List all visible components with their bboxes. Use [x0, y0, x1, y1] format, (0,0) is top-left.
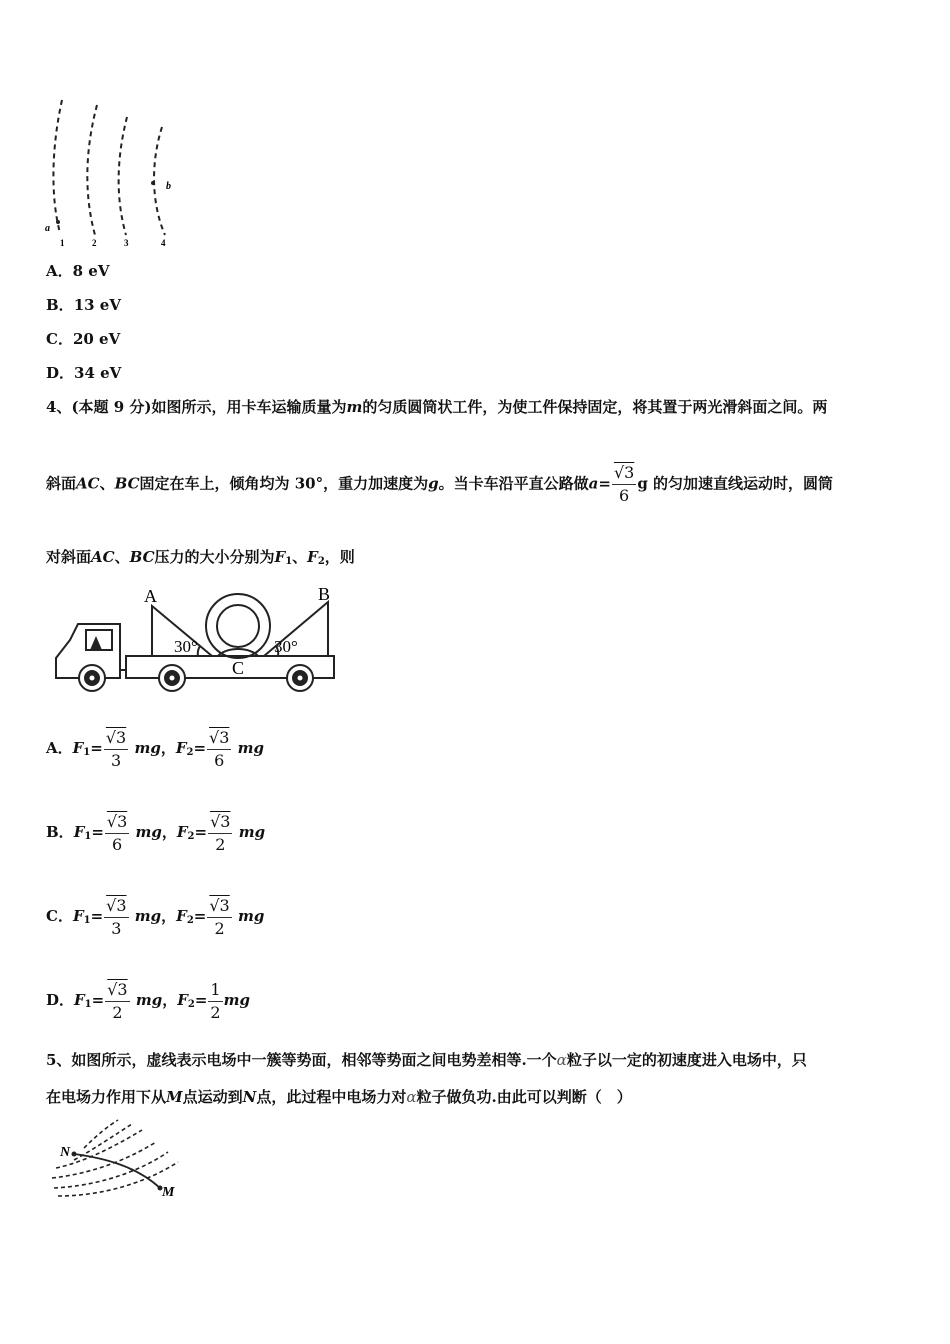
q4-option-d: D．$F_1=$ $\frac{√3}{2}$ mg，$F_2=$ $\frac{1}{2}$ mg: [46, 979, 250, 1022]
label-A: A: [144, 586, 157, 606]
wheel-middle: [159, 665, 185, 691]
label-line-1: 1: [60, 238, 65, 248]
q4-stem-line-3: 对斜面AC、BC压力的大小分别为$F_1$、$F_2$，则: [46, 548, 355, 567]
label-line-3: 3: [124, 238, 129, 248]
q5-stem-line-1: 5、如图所示，虚线表示电场中一簇等势面，相邻等势面之间电势差相等.一个α粒子以一定的初速度进入电场中，只: [46, 1051, 807, 1069]
equipotential-line-2: [87, 105, 97, 235]
point-a-marker: [56, 220, 60, 224]
alpha-symbol: α: [406, 1088, 417, 1106]
q4-option-a: A．$F_1=$ $\frac{√3}{3}$ mg，$F_2=$ $\frac{√3}{6}$ mg: [46, 727, 265, 770]
point-b-marker: [151, 181, 155, 185]
q3-option-a: [46, 261, 109, 281]
driver-icon: [90, 636, 102, 650]
option-letter: D．: [46, 364, 75, 382]
q5-equipotential-figure: [44, 1118, 184, 1203]
q3-option-c: [46, 329, 120, 349]
point-N-marker: [72, 1152, 77, 1157]
q4-stem-line-2: 斜面AC、BC固定在车上，倾角均为 30°，重力加速度为g。当卡车沿平直公路做a= $\frac{√3}{6}$ g 的匀加速直线运动时，圆筒: [46, 463, 834, 505]
label-C: C: [232, 658, 245, 678]
q3-option-d: [46, 363, 121, 383]
equipotential-line-3: [119, 117, 127, 235]
label-angle-left: 30°: [174, 637, 198, 656]
label-a: a: [45, 223, 50, 234]
q4-option-c: C．$F_1=$ $\frac{√3}{3}$ mg，$F_2=$ $\frac{√3}{2}$ mg: [46, 895, 265, 938]
option-text: 13 eV: [73, 296, 121, 314]
q4-stem-line-1: 4、(本题 9 分)如图所示，用卡车运输质量为m的匀质圆筒状工件，为使工件保持固定，将其置于两光滑斜面之间。两: [46, 398, 828, 416]
q4-truck-figure: [48, 580, 343, 698]
equipotential-line-1: [53, 100, 62, 233]
equipotential-line-4: [154, 127, 165, 235]
label-line-4: 4: [161, 238, 166, 248]
label-B: B: [318, 584, 331, 604]
label-line-2: 2: [92, 238, 97, 248]
option-letter: C．: [46, 330, 73, 348]
wheel-front: [79, 665, 105, 691]
label-M: M: [162, 1185, 175, 1200]
acceleration-fraction: $\frac{√3}{6}$: [613, 463, 635, 505]
label-N: N: [60, 1145, 71, 1160]
option-text: 34 eV: [74, 364, 122, 382]
option-letter: A．: [46, 262, 73, 280]
q3-option-b: [46, 295, 121, 315]
q4-option-b: B．$F_1=$ $\frac{√3}{6}$ mg，$F_2=$ $\frac{√3}{2}$ mg: [46, 811, 266, 854]
alpha-symbol: α: [556, 1051, 567, 1069]
option-text: 20 eV: [72, 330, 121, 348]
option-letter: B．: [46, 296, 74, 314]
label-angle-right: 30°: [274, 637, 298, 656]
wheel-rear: [287, 665, 313, 691]
option-text: 8 eV: [72, 262, 110, 280]
label-b: b: [166, 181, 171, 192]
q5-stem-line-2: 在电场力作用下从M点运动到N点，此过程中电场力对α粒子做负功.由此可以判断（ ）: [46, 1088, 632, 1106]
cylinder-inner: [217, 605, 259, 647]
q3-equipotential-figure: [40, 95, 190, 255]
